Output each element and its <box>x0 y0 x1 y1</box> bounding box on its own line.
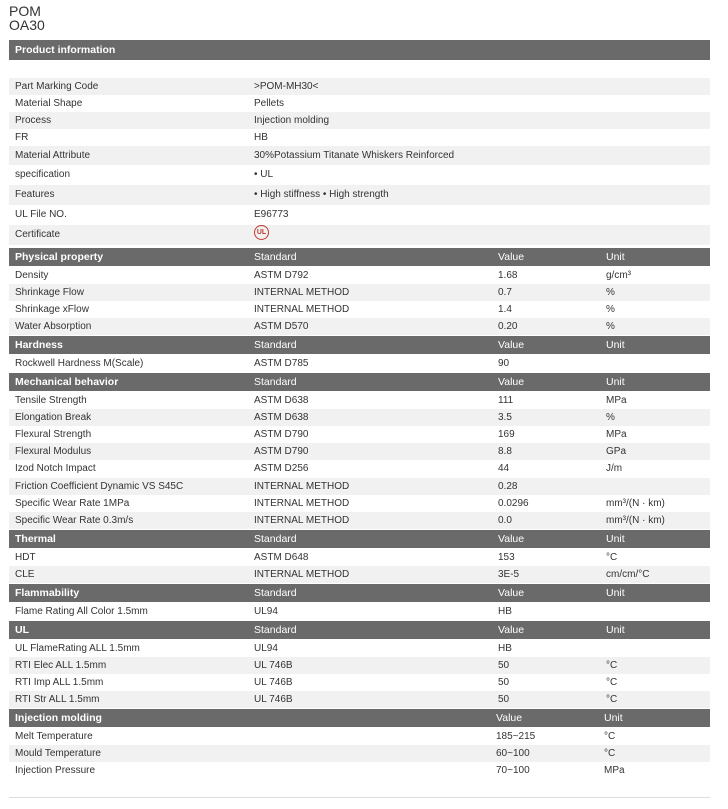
product-info-row <box>9 205 710 225</box>
injection-row <box>9 762 710 779</box>
property-name: Flexural Strength <box>15 429 92 440</box>
property-standard: UL94 <box>254 643 278 654</box>
product-info-row <box>9 165 710 185</box>
product-info-value: 30%Potassium Titanate Whiskers Reinforced <box>254 150 455 161</box>
property-standard: INTERNAL METHOD <box>254 569 350 580</box>
property-name: HDT <box>15 552 36 563</box>
property-value: 70~100 <box>496 765 530 776</box>
property-name: UL FlameRating ALL 1.5mm <box>15 643 140 654</box>
property-standard: INTERNAL METHOD <box>254 287 350 298</box>
property-value: 185~215 <box>496 731 536 742</box>
property-standard: ASTM D785 <box>254 358 309 369</box>
thermal-row <box>9 549 710 566</box>
property-value: 0.20 <box>498 321 518 332</box>
product-info-label: Features <box>15 189 55 200</box>
property-unit: mm³/(N · km) <box>606 498 665 509</box>
property-value: 8.8 <box>498 446 512 457</box>
property-standard: UL94 <box>254 606 278 617</box>
property-name: Melt Temperature <box>15 731 93 742</box>
flammability-row <box>9 603 710 620</box>
value-header: Value <box>498 587 525 599</box>
thermal-header <box>9 530 710 548</box>
section-title: Mechanical behavior <box>15 376 119 388</box>
property-value: 0.28 <box>498 481 518 492</box>
unit-header: Unit <box>604 712 623 724</box>
property-value: 50 <box>498 660 510 671</box>
property-unit: °C <box>606 677 618 688</box>
property-value: 153 <box>498 552 515 563</box>
product-info-value: Pellets <box>254 98 285 109</box>
property-value: 0.7 <box>498 287 512 298</box>
property-name: Density <box>15 270 49 281</box>
property-name: Flame Rating All Color 1.5mm <box>15 606 148 617</box>
product-info-row <box>9 112 710 129</box>
value-header: Value <box>496 712 523 724</box>
property-value: HB <box>498 643 512 654</box>
physical-header <box>9 248 710 266</box>
product-info-value: • UL <box>254 169 274 180</box>
property-value: 60~100 <box>496 748 530 759</box>
product-info-label: Part Marking Code <box>15 81 99 92</box>
property-standard: ASTM D570 <box>254 321 309 332</box>
unit-header: Unit <box>606 376 625 388</box>
product-info-value: >POM-MH30< <box>254 81 319 92</box>
physical-row <box>9 301 710 318</box>
property-name: Specific Wear Rate 1MPa <box>15 498 130 509</box>
property-value: 1.68 <box>498 270 518 281</box>
property-unit: °C <box>606 552 618 563</box>
product-info-row <box>9 129 710 146</box>
property-standard: INTERNAL METHOD <box>254 481 350 492</box>
property-unit: MPa <box>606 429 627 440</box>
injection-row <box>9 745 710 762</box>
product-info-row <box>9 78 710 95</box>
property-name: Flexural Modulus <box>15 446 92 457</box>
standard-header: Standard <box>254 533 297 545</box>
property-name: RTI Elec ALL 1.5mm <box>15 660 107 671</box>
hardness-header <box>9 336 710 354</box>
property-value: 3E-5 <box>498 569 520 580</box>
physical-row <box>9 318 710 335</box>
property-standard: ASTM D790 <box>254 429 309 440</box>
standard-header: Standard <box>254 587 297 599</box>
property-standard: ASTM D256 <box>254 463 309 474</box>
property-unit: °C <box>606 660 618 671</box>
property-name: Shrinkage xFlow <box>15 304 89 315</box>
standard-header: Standard <box>254 339 297 351</box>
flammability-header <box>9 584 710 602</box>
standard-header: Standard <box>254 251 297 263</box>
mechanical-row <box>9 443 710 460</box>
property-standard: UL 746B <box>254 694 293 705</box>
property-name: Water Absorption <box>15 321 92 332</box>
product-info-label: FR <box>15 132 29 143</box>
property-value: 3.5 <box>498 412 512 423</box>
injection-header <box>9 709 710 727</box>
property-value: 44 <box>498 463 510 474</box>
property-standard: UL 746B <box>254 660 293 671</box>
product-info-value: HB <box>254 132 268 143</box>
property-value: HB <box>498 606 512 617</box>
section-title: Injection molding <box>15 712 102 724</box>
mechanical-row <box>9 478 710 495</box>
property-value: 50 <box>498 677 510 688</box>
property-name: Specific Wear Rate 0.3m/s <box>15 515 134 526</box>
unit-header: Unit <box>606 624 625 636</box>
ul-row <box>9 657 710 674</box>
property-standard: ASTM D792 <box>254 270 309 281</box>
section-title: Hardness <box>15 339 63 351</box>
section-title: Physical property <box>15 251 104 263</box>
property-standard: ASTM D790 <box>254 446 309 457</box>
property-name: CLE <box>15 569 35 580</box>
property-value: 50 <box>498 694 510 705</box>
product-info-label: UL File NO. <box>15 209 67 220</box>
value-header: Value <box>498 339 525 351</box>
property-standard: INTERNAL METHOD <box>254 304 350 315</box>
unit-header: Unit <box>606 587 625 599</box>
mechanical-row <box>9 392 710 409</box>
value-header: Value <box>498 624 525 636</box>
product-info-label: Certificate <box>15 229 61 240</box>
property-value: 111 <box>498 395 514 406</box>
product-grade: OA30 <box>9 17 45 33</box>
property-name: Mould Temperature <box>15 748 101 759</box>
unit-header: Unit <box>606 533 625 545</box>
product-info-label: Process <box>15 115 52 126</box>
thermal-row <box>9 566 710 583</box>
ul-header <box>9 621 710 639</box>
physical-row <box>9 284 710 301</box>
product-info-label: Material Attribute <box>15 150 91 161</box>
product-title: POM <box>9 3 41 19</box>
property-unit: % <box>606 321 615 332</box>
property-standard: INTERNAL METHOD <box>254 498 350 509</box>
mechanical-row <box>9 426 710 443</box>
mechanical-row <box>9 512 710 529</box>
value-header: Value <box>498 251 525 263</box>
standard-header: Standard <box>254 624 297 636</box>
physical-row <box>9 267 710 284</box>
property-unit: g/cm³ <box>606 270 631 281</box>
property-unit: °C <box>604 731 616 742</box>
property-standard: ASTM D638 <box>254 412 309 423</box>
ul-row <box>9 640 710 657</box>
mechanical-row <box>9 495 710 512</box>
property-value: 169 <box>498 429 515 440</box>
bottom-divider <box>9 797 710 798</box>
product-info-value: Injection molding <box>254 115 330 126</box>
property-value: 0.0 <box>498 515 512 526</box>
property-unit: % <box>606 304 615 315</box>
property-standard: UL 746B <box>254 677 293 688</box>
property-value: 0.0296 <box>498 498 529 509</box>
property-name: Friction Coefficient Dynamic VS S45C <box>15 481 184 492</box>
section-title: UL <box>15 624 29 636</box>
value-header: Value <box>498 376 525 388</box>
product-info-label: Material Shape <box>15 98 83 109</box>
property-standard: ASTM D648 <box>254 552 309 563</box>
property-standard: INTERNAL METHOD <box>254 515 350 526</box>
property-unit: °C <box>604 748 616 759</box>
property-name: Izod Notch Impact <box>15 463 96 474</box>
ul-row <box>9 674 710 691</box>
property-unit: cm/cm/°C <box>606 569 650 580</box>
property-unit: mm³/(N · km) <box>606 515 665 526</box>
hardness-row <box>9 355 710 372</box>
property-name: Shrinkage Flow <box>15 287 84 298</box>
product-info-value: E96773 <box>254 209 289 220</box>
product-info-row <box>9 95 710 112</box>
property-name: Rockwell Hardness M(Scale) <box>15 358 144 369</box>
value-header: Value <box>498 533 525 545</box>
mechanical-row <box>9 409 710 426</box>
property-unit: °C <box>606 694 618 705</box>
property-name: Injection Pressure <box>15 765 96 776</box>
product-info-header: Product information <box>9 40 710 60</box>
injection-row <box>9 728 710 745</box>
standard-header: Standard <box>254 376 297 388</box>
ul-certificate-logo-icon: UL <box>254 225 269 240</box>
property-value: 90 <box>498 358 510 369</box>
property-unit: GPa <box>606 446 627 457</box>
section-title: Flammability <box>15 587 80 599</box>
ul-row <box>9 691 710 708</box>
property-unit: J/m <box>606 463 623 474</box>
property-name: Elongation Break <box>15 412 92 423</box>
property-name: Tensile Strength <box>15 395 87 406</box>
mechanical-row <box>9 460 710 477</box>
property-name: RTI Str ALL 1.5mm <box>15 694 100 705</box>
product-info-label: specification <box>15 169 71 180</box>
property-unit: MPa <box>604 765 625 776</box>
property-unit: % <box>606 412 615 423</box>
property-value: 1.4 <box>498 304 512 315</box>
property-standard: ASTM D638 <box>254 395 309 406</box>
mechanical-header <box>9 373 710 391</box>
product-info-row <box>9 146 710 165</box>
unit-header: Unit <box>606 339 625 351</box>
product-info-row <box>9 225 710 245</box>
section-title: Thermal <box>15 533 56 545</box>
property-name: RTI Imp ALL 1.5mm <box>15 677 104 688</box>
unit-header: Unit <box>606 251 625 263</box>
product-info-value: • High stiffness • High strength <box>254 189 389 200</box>
product-info-row <box>9 185 710 205</box>
property-unit: MPa <box>606 395 627 406</box>
property-unit: % <box>606 287 615 298</box>
